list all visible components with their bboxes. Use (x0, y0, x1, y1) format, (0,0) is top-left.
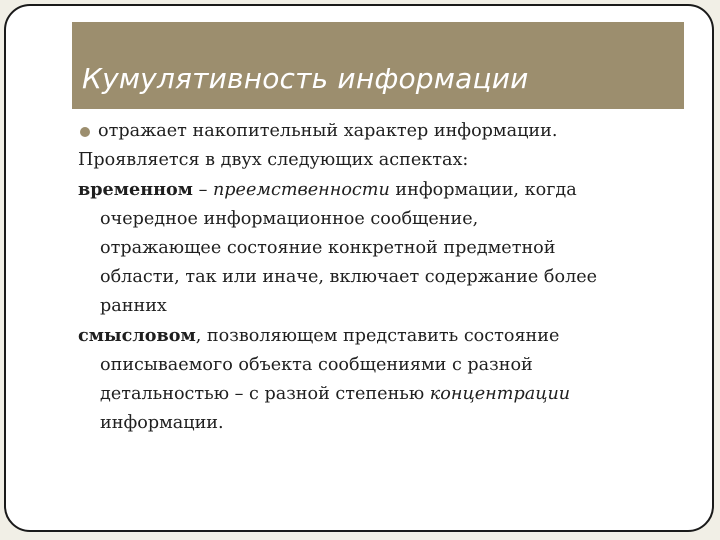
aspect-semantic-term: смысловом (78, 325, 196, 346)
aspect-semantic (78, 321, 688, 438)
aspect-semantic-key: концентрации (429, 384, 571, 404)
bullet-dot-icon (80, 127, 90, 137)
aspect-semantic-line: описываемого объекта сообщениями с разной (100, 355, 533, 375)
bullet-item (78, 117, 688, 146)
aspect-temporal (78, 175, 688, 321)
slide-content (78, 117, 688, 438)
aspect-semantic-rest: , позволяющем представить состояние (195, 326, 560, 346)
aspect-temporal-term: временном (78, 179, 193, 200)
aspect-temporal-rest: информации, когда (389, 180, 577, 200)
slide-title: Кумулятивность информации (82, 62, 529, 95)
aspect-temporal-dash: – (192, 180, 213, 200)
bullet-text: отражает накопительный характер информации. (98, 121, 558, 141)
aspect-temporal-key: преемственности (212, 180, 390, 200)
aspect-semantic-line: информации. (100, 413, 224, 433)
title-band (72, 22, 684, 109)
aspect-temporal-line: отражающее состояние конкретной предметной (100, 238, 556, 258)
aspect-temporal-line: ранних (100, 296, 167, 316)
intro-line: Проявляется в двух следующих аспектах: (78, 150, 469, 170)
aspect-temporal-line: области, так или иначе, включает содержание более (100, 267, 598, 287)
aspect-semantic-line (78, 380, 688, 409)
aspect-temporal-line: очередное информационное сообщение, (100, 209, 479, 229)
aspect-semantic-line2-start: детальностью – с разной степенью (100, 384, 430, 404)
